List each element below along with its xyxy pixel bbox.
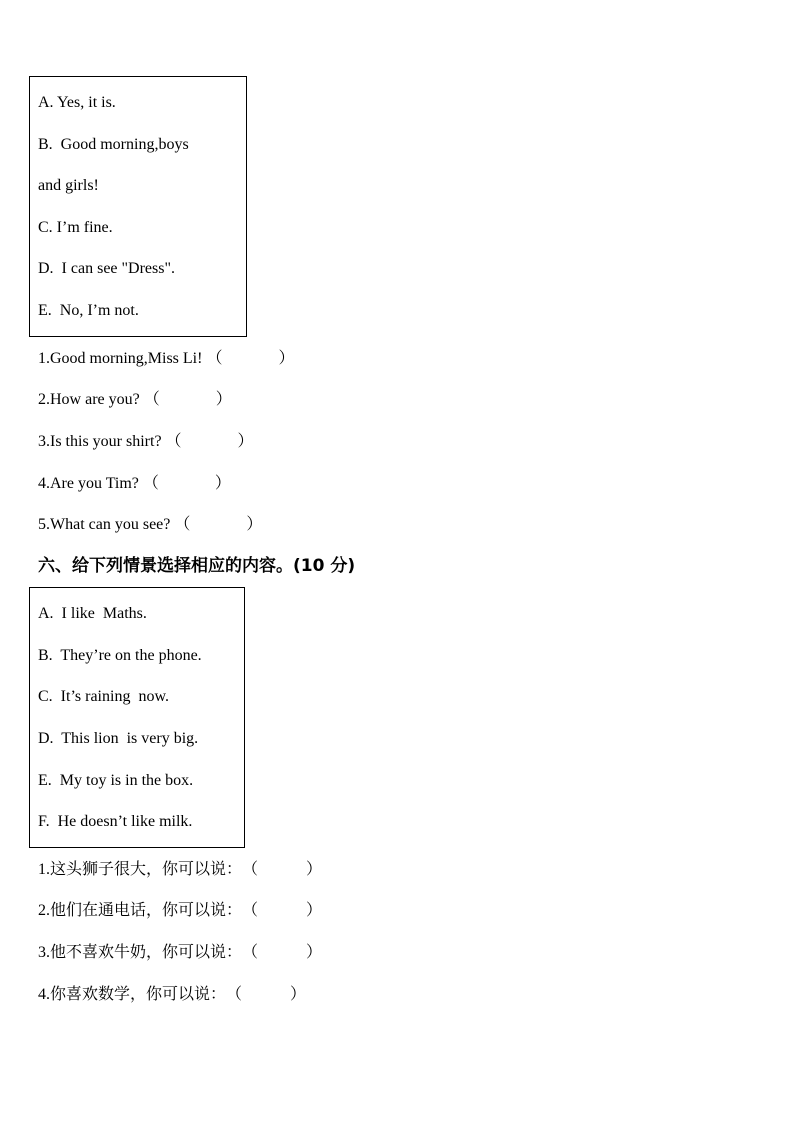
- option-e: E. My toy is in the box.: [38, 772, 194, 789]
- question-1: [38, 860, 322, 880]
- question-text: 5.What can you see?: [38, 516, 171, 533]
- question-text: 3.Is this your shirt?: [38, 433, 162, 450]
- answer-blank[interactable]: （ ）: [165, 433, 254, 450]
- question-5: [38, 515, 262, 535]
- option-a: A. I like Maths.: [38, 605, 147, 622]
- option-d: D. This lion is very big.: [38, 730, 199, 747]
- option-e: E. No, I’m not.: [38, 302, 139, 319]
- question-3: [38, 943, 322, 963]
- option-c: C. I’m fine.: [38, 219, 113, 236]
- question-text: 3.他不喜欢牛奶，你可以说：: [38, 944, 243, 961]
- option-f: F. He doesn’t like milk.: [38, 813, 193, 830]
- answer-blank[interactable]: （ ）: [143, 391, 232, 408]
- question-text: 2.他们在通电话，你可以说：: [38, 902, 243, 919]
- question-text: 2.How are you?: [38, 391, 140, 408]
- option-a: A. Yes, it is.: [38, 94, 116, 111]
- option-d: D. I can see "Dress".: [38, 260, 176, 277]
- question-4: [38, 985, 306, 1005]
- answer-blank[interactable]: （ ）: [206, 350, 295, 367]
- question-text: 4.你喜欢数学，你可以说：: [38, 986, 227, 1003]
- answer-blank[interactable]: （ ）: [242, 944, 323, 961]
- question-4: [38, 474, 231, 494]
- question-text: 4.Are you Tim?: [38, 475, 139, 492]
- answer-blank[interactable]: （ ）: [242, 861, 323, 878]
- option-c: C. It’s raining now.: [38, 688, 169, 705]
- option-b: B. Good morning,boys: [38, 136, 189, 153]
- question-text: 1.Good morning,Miss Li!: [38, 350, 203, 367]
- option-b-continued: and girls!: [38, 177, 99, 194]
- question-3: [38, 432, 254, 452]
- option-b: B. They’re on the phone.: [38, 647, 202, 664]
- question-2: [38, 901, 322, 921]
- answer-blank[interactable]: （ ）: [242, 902, 323, 919]
- section-6-heading: 六、给下列情景选择相应的内容。(10 分): [38, 556, 356, 576]
- question-text: 1.这头狮子很大，你可以说：: [38, 861, 243, 878]
- answer-blank[interactable]: （ ）: [142, 475, 231, 492]
- answer-options-box-2: [29, 587, 245, 848]
- answer-blank[interactable]: （ ）: [226, 986, 307, 1003]
- question-2: [38, 390, 232, 410]
- question-1: [38, 349, 294, 369]
- answer-options-box-1: [29, 76, 247, 337]
- answer-blank[interactable]: （ ）: [174, 516, 263, 533]
